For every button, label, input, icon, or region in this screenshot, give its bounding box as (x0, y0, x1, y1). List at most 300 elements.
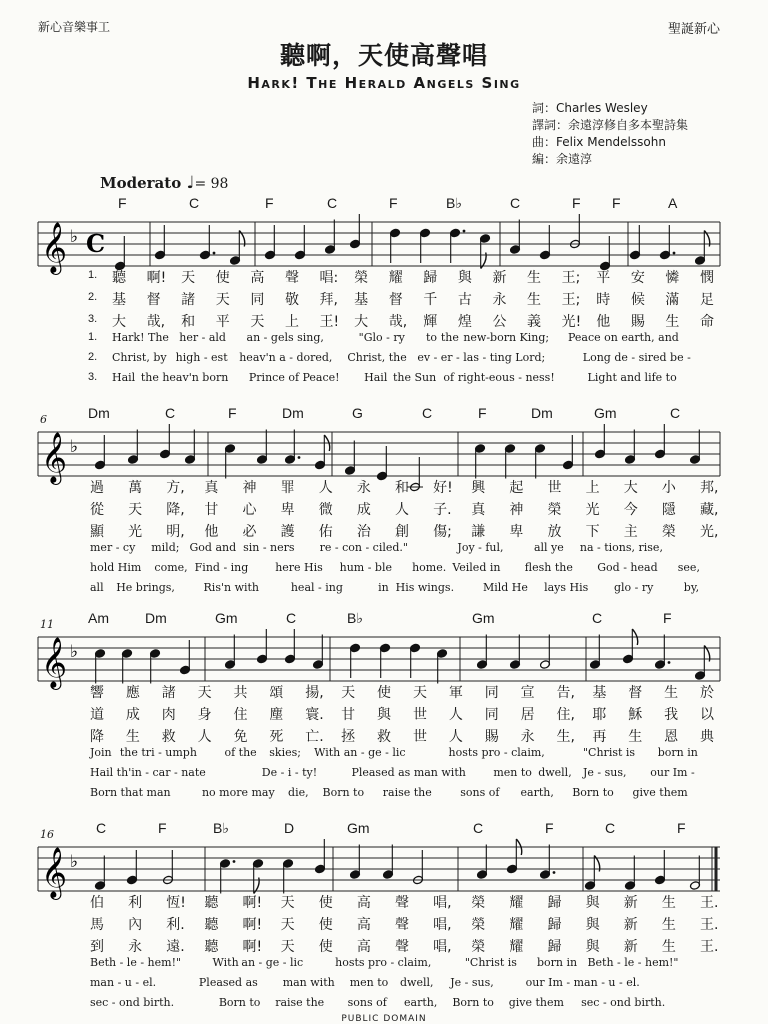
note-icon (150, 649, 161, 684)
lyric-chinese: 佑 (318, 524, 333, 540)
lyric-chinese: 成 (356, 502, 371, 518)
credits-block (532, 100, 688, 168)
lyric-chinese: 天 (412, 685, 427, 701)
lyric-english: the heav'n born (140, 371, 229, 384)
lyric-english: of (443, 371, 455, 384)
note-icon (510, 635, 521, 670)
note-icon (585, 856, 600, 891)
lyric-english: sec - ond birth. (90, 996, 175, 1009)
lyric-english: come, (154, 561, 188, 574)
lyric-chinese: 永 (492, 292, 507, 308)
lyric-english: Born to (452, 996, 494, 1009)
lyric-chinese: 興 (471, 480, 486, 496)
chord-symbol: F (478, 405, 487, 421)
note-icon (420, 228, 431, 263)
lyric-chinese: 上 (284, 314, 299, 330)
lyric-chinese: 天 (197, 685, 212, 701)
lyric-chinese: 恆! (166, 895, 186, 911)
note-icon (95, 856, 106, 891)
lyric-chinese: 寰. (305, 707, 324, 723)
lyric-english: all (90, 581, 104, 594)
lyric-english: high - est (175, 351, 228, 364)
chord-symbol: Gm (594, 405, 617, 421)
lyric-english: see, (677, 561, 700, 574)
lyric-chinese: 新 (623, 895, 638, 911)
chord-symbol: Gm (472, 610, 495, 626)
lyric-chinese: 同 (484, 707, 499, 723)
lyric-chinese: 大 (354, 314, 369, 330)
lyric-english: sin - ners (243, 541, 295, 554)
lyric-chinese: 方, (166, 480, 185, 496)
note-icon (325, 220, 336, 255)
treble-clef-icon: 𝄞 (41, 432, 68, 483)
credit-translation: 譯詞：余遠淳修自多本聖詩集 (532, 118, 689, 132)
lyric-english: Pleased as (198, 976, 258, 989)
treble-clef-icon: 𝄞 (41, 222, 68, 273)
lyric-chinese: 永 (128, 939, 143, 955)
lyric-chinese: 從 (90, 502, 104, 518)
lyric-chinese: 過 (90, 480, 104, 496)
lyric-english: Christ, by (112, 351, 167, 364)
lyric-chinese: 千 (423, 292, 438, 308)
lyric-chinese: 諸 (161, 685, 176, 701)
lyric-english: He brings, (116, 581, 175, 594)
lyric-chinese: 生 (661, 895, 676, 911)
lyric-english: Hark! The (112, 331, 169, 344)
lyric-chinese: 耀 (509, 939, 524, 955)
key-signature-flat-icon: ♭ (70, 642, 79, 662)
note-icon (230, 231, 245, 266)
note-icon (380, 643, 391, 678)
lyric-english: Find - ing (194, 561, 249, 574)
lyric-chinese: 哉, (388, 314, 408, 330)
lyric-chinese: 王; (561, 292, 581, 308)
lyric-english: Hail th'in - car - nate (90, 766, 206, 779)
lyric-english: hosts pro - claim, (335, 956, 432, 969)
note-icon (225, 635, 236, 670)
lyric-chinese: 光, (700, 524, 719, 540)
lyric-chinese: 我 (664, 707, 679, 723)
lyric-chinese: 於 (700, 685, 714, 701)
note-icon (285, 430, 301, 465)
lyric-chinese: 王. (700, 939, 719, 955)
lyric-chinese: 榮 (354, 270, 369, 286)
chord-symbol: C (327, 195, 338, 211)
key-signature-flat-icon: ♭ (70, 227, 79, 247)
lyric-chinese: 唱, (433, 917, 452, 933)
lyric-chinese: 告, (556, 685, 575, 701)
lyric-chinese: 人 (197, 729, 212, 745)
measure-number: 11 (40, 618, 54, 631)
lyric-english: heal - ing (290, 581, 343, 594)
lyric-chinese: 肉 (161, 707, 176, 723)
note-icon (590, 635, 601, 670)
lyric-chinese: 謙 (471, 524, 486, 540)
note-icon (695, 231, 710, 266)
lyric-chinese: 真 (204, 480, 219, 496)
note-icon (690, 430, 701, 465)
lyric-chinese: 拜, (319, 292, 338, 308)
lyric-chinese: 榮 (547, 502, 562, 518)
note-icon (383, 845, 394, 880)
lyric-chinese: 好! (433, 480, 453, 496)
quarter-note-icon: ♩ (186, 173, 195, 193)
note-icon (220, 859, 236, 894)
note-icon (115, 236, 126, 271)
lyric-chinese: 穌 (628, 707, 643, 723)
lyric-chinese: 新 (623, 917, 638, 933)
lyric-english: hum - ble (339, 561, 392, 574)
lyric-chinese: 督 (146, 292, 161, 308)
note-icon (350, 845, 361, 880)
lyric-english: re - con - ciled." (319, 541, 408, 554)
lyric-chinese: 他 (596, 314, 611, 330)
music-staff (0, 832, 768, 902)
note-icon (625, 430, 636, 465)
chord-symbol: C (189, 195, 200, 211)
lyric-english: of the (224, 746, 257, 759)
lyric-english: born in (657, 746, 698, 759)
lyric-english: With (212, 956, 239, 969)
lyric-english: God - head (597, 561, 658, 574)
lyric-chinese: 平 (215, 314, 230, 330)
note-icon (122, 649, 133, 684)
lyric-chinese: 敬 (284, 292, 299, 308)
lyric-english: Peace on earth, and (567, 331, 679, 344)
lyric-chinese: 哉, (146, 314, 166, 330)
lyric-chinese: 耀 (388, 270, 403, 286)
note-icon (540, 635, 551, 670)
lyric-english: Long de - sired be - (582, 351, 691, 364)
lyric-chinese: 生 (661, 917, 676, 933)
lyric-english: Ris'n with (203, 581, 260, 594)
lyric-chinese: 響 (90, 685, 104, 701)
lyric-english: skies; (269, 746, 301, 759)
note-icon (690, 856, 701, 891)
lyric-english: our Im - man - u - el. (525, 976, 640, 989)
lyric-chinese: 安 (630, 270, 645, 286)
lyric-chinese: 道 (90, 707, 104, 723)
note-icon (563, 435, 574, 470)
lyric-chinese: 聲 (395, 939, 409, 955)
lyric-english: the (440, 331, 459, 344)
lyric-english: Beth - le - hem!" (90, 956, 182, 969)
lyric-chinese: 免 (233, 729, 248, 745)
lyric-chinese: 人 (318, 480, 333, 496)
lyric-english: earth, (520, 786, 554, 799)
song-title-english: Hark! The Herald Angels Sing (247, 74, 521, 92)
chord-symbol: C (473, 820, 484, 836)
chord-symbol: F (118, 195, 127, 211)
lyric-chinese: 高 (250, 270, 265, 286)
lyric-chinese: 藏, (700, 502, 719, 518)
lyric-chinese: 候 (630, 292, 645, 308)
lyric-chinese: 軍 (448, 685, 463, 701)
lyric-chinese: 啊! (146, 270, 167, 286)
lyric-english: man with (282, 976, 335, 989)
note-icon (540, 225, 551, 260)
lyric-english: Pleased as man with (351, 766, 466, 779)
note-icon (160, 424, 171, 459)
note-icon (95, 649, 106, 684)
note-icon (437, 649, 448, 684)
verse-number: 1. (88, 269, 98, 281)
lyric-chinese: 世 (547, 480, 562, 496)
note-icon (225, 444, 236, 479)
lyric-chinese: 聽 (204, 939, 219, 955)
lyric-chinese: 督 (388, 292, 403, 308)
lyric-chinese: 天 (280, 895, 295, 911)
lyric-chinese: 傷; (433, 524, 452, 540)
lyric-english: ev - er - las - ting Lord; (417, 351, 546, 364)
note-icon (257, 629, 268, 664)
lyric-english: man - u - el. (90, 976, 157, 989)
lyric-chinese: 唱, (433, 895, 452, 911)
note-icon (345, 441, 356, 476)
lyric-chinese: 基 (112, 292, 126, 308)
lyric-chinese: 卑 (280, 502, 295, 518)
music-staff (0, 417, 768, 487)
lyric-chinese: 創 (395, 524, 409, 540)
lyric-chinese: 同 (250, 292, 265, 308)
tempo-marking (100, 173, 228, 193)
key-signature-flat-icon: ♭ (70, 852, 79, 872)
lyric-chinese: 明, (166, 524, 185, 540)
lyric-english: more may (219, 786, 275, 799)
lyric-chinese: 生, (556, 729, 575, 745)
lyric-chinese: 必 (242, 524, 257, 540)
lyric-english: give them (632, 786, 688, 799)
lyric-chinese: 天 (280, 917, 295, 933)
lyric-chinese: 人 (448, 729, 463, 745)
lyric-english: new-born King; (463, 331, 550, 344)
lyric-english: Je - sus, (583, 766, 627, 779)
lyric-chinese: 顯 (90, 524, 104, 540)
treble-clef-icon: 𝄞 (41, 637, 68, 688)
lyric-chinese: 住 (233, 707, 248, 723)
note-icon (95, 435, 106, 470)
lyric-english: With an - ge - lic (314, 746, 406, 759)
treble-clef-icon: 𝄞 (41, 847, 68, 898)
lyric-chinese: 歸 (423, 270, 438, 286)
chord-symbol: F (545, 820, 554, 836)
verse-number: 2. (88, 291, 98, 303)
note-icon (630, 225, 641, 260)
note-icon (265, 225, 276, 260)
chord-symbol: F (663, 610, 672, 626)
lyric-english: Joy - ful, (457, 541, 504, 554)
lyric-chinese: 上 (585, 480, 600, 496)
lyric-chinese: 隱 (661, 502, 676, 518)
lyric-chinese: 平 (596, 270, 611, 286)
note-icon (505, 444, 516, 479)
lyric-chinese: 生 (664, 685, 679, 701)
lyric-chinese: 放 (547, 524, 562, 540)
lyric-english: raise the (382, 786, 432, 799)
chord-symbol: F (572, 195, 581, 211)
lyric-english: God and (189, 541, 237, 554)
lyric-chinese: 應 (125, 685, 140, 701)
lyric-chinese: 與 (377, 707, 392, 723)
lyric-chinese: 天 (250, 314, 265, 330)
lyric-chinese: 死 (269, 729, 284, 745)
lyric-chinese: 生 (661, 939, 676, 955)
chord-symbol: C (96, 820, 107, 836)
verse-number: 3. (88, 371, 98, 383)
lyric-english: Born that man (90, 786, 171, 799)
lyric-english: Mild He (482, 581, 528, 594)
lyric-english: dwell, (400, 976, 434, 989)
lyric-chinese: 光 (128, 524, 143, 540)
lyric-chinese: 卑 (509, 524, 524, 540)
collection-label: 聖誕新心 (667, 22, 720, 37)
lyric-english: Beth - le - hem!" (587, 956, 679, 969)
note-icon (253, 859, 264, 894)
note-icon (595, 424, 606, 459)
chord-symbol: F (612, 195, 621, 211)
lyric-chinese: 邦, (700, 480, 719, 496)
lyric-chinese: 甘 (341, 707, 356, 723)
lyric-chinese: 聲 (395, 917, 409, 933)
lyric-chinese: 永 (356, 480, 371, 496)
lyric-chinese: 頌 (269, 685, 284, 701)
lyric-english: the Sun (392, 371, 437, 384)
note-icon (285, 629, 296, 664)
lyric-chinese: 生 (665, 314, 680, 330)
note-icon (480, 234, 491, 269)
lyric-chinese: 命 (700, 314, 714, 330)
chord-symbol: F (265, 195, 274, 211)
lyric-english: all ye (533, 541, 564, 554)
lyric-chinese: 住, (556, 707, 575, 723)
lyric-chinese: 榮 (471, 917, 486, 933)
note-icon (407, 457, 423, 492)
lyric-chinese: 賜 (630, 314, 645, 330)
chord-symbol: Dm (145, 610, 167, 626)
note-icon (390, 228, 401, 263)
lyric-chinese: 天 (181, 270, 196, 286)
lyric-chinese: 督 (628, 685, 643, 701)
lyric-chinese: 真 (471, 502, 486, 518)
lyric-chinese: 神 (242, 480, 257, 496)
common-time-icon: C (86, 229, 106, 258)
lyric-english: Join (90, 746, 112, 759)
lyric-chinese: 成 (125, 707, 140, 723)
lyric-chinese: 光 (585, 502, 600, 518)
lyric-chinese: 榮 (471, 939, 486, 955)
chord-symbol: B♭ (213, 820, 229, 836)
chord-symbol: C (510, 195, 521, 211)
lyric-chinese: 使 (318, 917, 333, 933)
note-icon (655, 635, 671, 670)
lyric-chinese: 以 (700, 707, 714, 723)
lyric-chinese: 今 (623, 502, 638, 518)
lyric-chinese: 救 (377, 729, 392, 745)
lyric-english: "Christ is (464, 956, 517, 969)
lyric-chinese: 護 (280, 524, 295, 540)
lyric-english: to (425, 331, 437, 344)
lyric-chinese: 神 (509, 502, 524, 518)
lyric-chinese: 主 (623, 524, 638, 540)
lyric-chinese: 光! (561, 314, 582, 330)
lyric-english: Born to (572, 786, 614, 799)
chord-symbol: F (158, 820, 167, 836)
chord-symbol: C (286, 610, 297, 626)
lyric-chinese: 子. (433, 502, 452, 518)
lyric-chinese: 生 (527, 270, 542, 286)
chord-symbol: Dm (88, 405, 110, 421)
lyric-chinese: 他 (204, 524, 219, 540)
chord-symbol: F (228, 405, 237, 421)
lyric-chinese: 再 (592, 729, 607, 745)
lyric-chinese: 唱, (433, 939, 452, 955)
lyric-chinese: 身 (197, 707, 212, 723)
lyric-english: De - i - ty! (261, 766, 318, 779)
lyric-chinese: 憐 (665, 270, 680, 286)
lyric-english: men to (493, 766, 532, 779)
lyric-chinese: 歸 (547, 917, 562, 933)
chord-symbol: B♭ (446, 195, 462, 211)
verse-number: 2. (88, 351, 98, 363)
song-title-chinese: 聽啊，天使高聲唱 (279, 41, 488, 70)
lyric-chinese: 遠. (166, 939, 185, 955)
lyric-chinese: 啊! (242, 939, 263, 955)
lyric-english: no (201, 786, 216, 799)
lyric-english: Christ, the (347, 351, 407, 364)
lyric-chinese: 拯 (341, 729, 356, 745)
lyric-chinese: 榮 (471, 895, 486, 911)
note-icon (477, 635, 488, 670)
lyric-chinese: 甘 (204, 502, 219, 518)
lyric-chinese: 亡. (305, 729, 324, 745)
lyric-english: "Christ is (583, 746, 636, 759)
lyric-english: lays His (544, 581, 589, 594)
lyric-chinese: 世 (412, 707, 427, 723)
lyric-chinese: 利 (128, 895, 143, 911)
lyric-chinese: 典 (700, 729, 714, 745)
lyric-english: glo - ry (613, 581, 654, 594)
copyright-footer: PUBLIC DOMAIN (341, 1014, 427, 1024)
lyric-english: Hail (364, 371, 388, 384)
chord-symbol: Gm (347, 820, 370, 836)
lyric-english: sons of (347, 996, 387, 1009)
lyric-english: flesh the (524, 561, 573, 574)
note-icon (155, 225, 166, 260)
lyric-chinese: 天 (280, 939, 295, 955)
lyric-english: sec - ond birth. (581, 996, 666, 1009)
verse-number: 1. (88, 331, 98, 343)
note-icon (127, 850, 138, 885)
publisher-label: 新心音樂事工 (38, 20, 111, 34)
lyric-chinese: 起 (509, 480, 524, 496)
note-icon (510, 220, 521, 255)
lyric-chinese: 永 (520, 729, 535, 745)
lyric-english: hold Him (90, 561, 142, 574)
chord-symbol: C (605, 820, 616, 836)
tempo-bpm: = 98 (194, 176, 229, 192)
lyric-chinese: 使 (318, 895, 333, 911)
chord-symbol: Dm (531, 405, 553, 421)
lyric-english: na - tions, rise, (579, 541, 663, 554)
lyric-english: Born to (322, 786, 365, 799)
lyric-chinese: 降 (90, 729, 104, 745)
chord-symbol: Dm (282, 405, 304, 421)
lyric-chinese: 人 (395, 502, 409, 518)
note-icon (295, 225, 306, 260)
lyric-chinese: 人 (448, 707, 463, 723)
lyric-chinese: 共 (233, 685, 248, 701)
chord-symbol: F (389, 195, 398, 211)
